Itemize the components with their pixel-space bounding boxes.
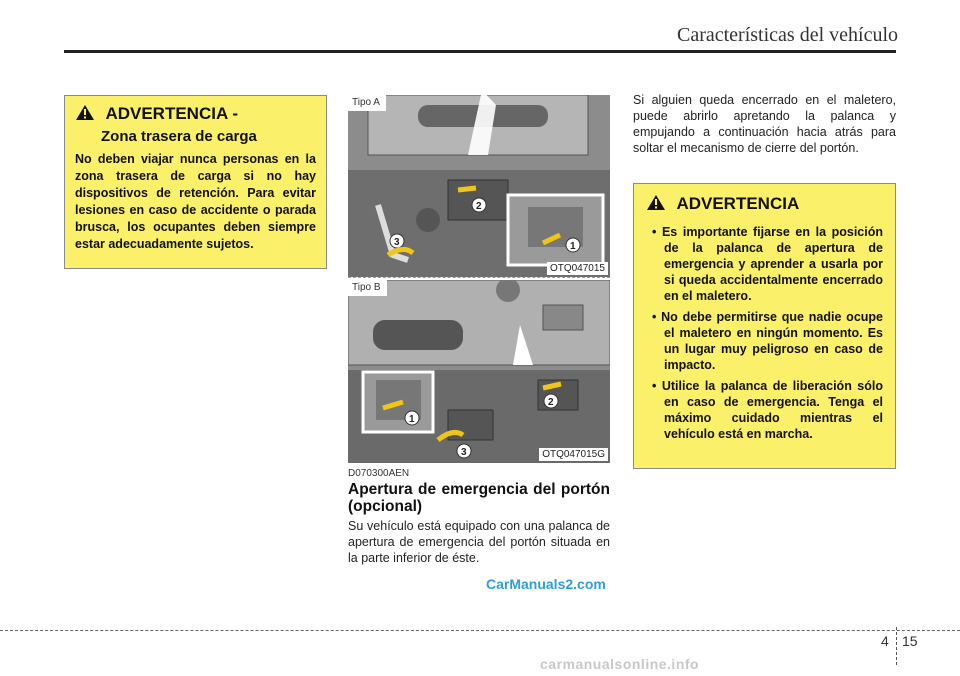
footer-separator [896, 627, 897, 665]
footer-rule [0, 630, 960, 631]
warning-list-item: • No debe permitirse que nadie ocupe el maletero en ningún momento. Es un lugar muy peligroso en caso de impacto. [652, 310, 883, 372]
figure-divider [348, 277, 610, 278]
header-rule [64, 50, 896, 53]
section-code: D070300AEN [348, 468, 410, 479]
svg-text:2: 2 [476, 201, 482, 212]
section-header-title: Características del vehículo [676, 24, 898, 46]
figure-label-type-a: Tipo A [348, 95, 386, 111]
tailgate-illustration-b [348, 280, 610, 463]
svg-text:2: 2 [548, 397, 554, 408]
warning-box-emergency [633, 183, 896, 469]
tailgate-illustration-a [348, 95, 610, 277]
section-body: Su vehículo está equipado con una palanca de apertura de emergencia del portón situada en la parte inferior de éste. [348, 519, 610, 565]
svg-text:1: 1 [409, 414, 415, 425]
figure-type-a [348, 95, 610, 277]
warning-triangle-icon [646, 194, 666, 216]
figure-code-type-a: OTQ047015 [547, 262, 608, 275]
svg-text:1: 1 [570, 241, 576, 252]
section-title: Apertura de emergencia del portón (opcional) [348, 481, 610, 515]
watermark-site: CarManuals2.com [486, 576, 606, 592]
chapter-number: 4 [881, 633, 889, 649]
warning-title: ADVERTENCIA [676, 194, 800, 214]
warning-body: No deben viajar nunca personas en la zona trasera de carga si no hay dispositivos de retención. Para evitar lesiones en caso de accidente o parada brusca, los ocupantes deben siempre estar adecuadamente sujetos. [75, 152, 316, 251]
warning-list-item: • Es importante fijarse en la posición de la palanca de apertura de emergencia y aprender a usarla por si queda accidentalmente encerrado en el maletero. [652, 225, 883, 303]
warning-triangle-icon [75, 104, 95, 126]
figure-type-b [348, 280, 610, 463]
watermark-bottom: carmanualsonline.info [540, 656, 700, 672]
warning-list-item: • Utilice la palanca de liberación sólo en caso de emergencia. Tenga el máximo cuidado mientras el vehículo está en marcha. [652, 379, 883, 441]
svg-text:3: 3 [394, 237, 400, 248]
right-paragraph: Si alguien queda encerrado en el maletero, puede abrirlo apretando la palanca y empujando a continuación hacia atrás para soltar el mecanismo de cierre del portón. [633, 93, 896, 155]
warning-box-cargo [64, 95, 327, 269]
page-number: 15 [902, 633, 918, 649]
figure-label-type-b: Tipo B [348, 280, 387, 296]
warning-subtitle: Zona trasera de carga [101, 128, 257, 145]
figure-code-type-b: OTQ047015G [539, 448, 608, 461]
warning-list [646, 224, 883, 442]
warning-title: ADVERTENCIA - [105, 104, 238, 124]
svg-text:3: 3 [461, 447, 467, 458]
